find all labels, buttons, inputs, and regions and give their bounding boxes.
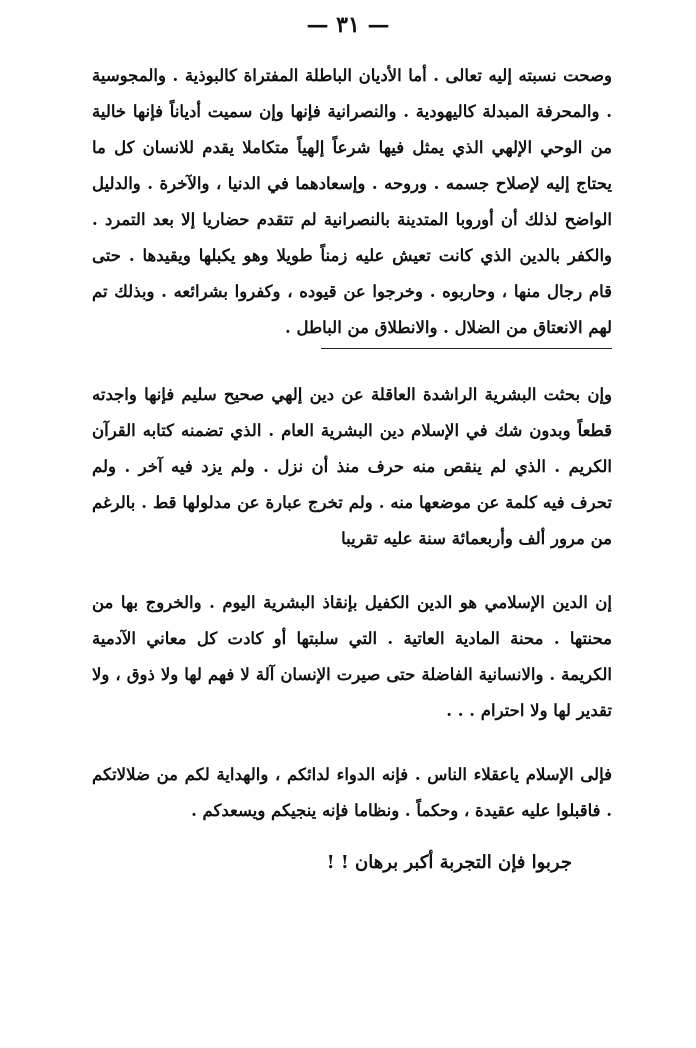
paragraph-gap bbox=[92, 349, 612, 377]
page-number: — ٣١ — bbox=[306, 12, 390, 38]
paragraph-4: فإلى الإسلام ياعقلاء الناس . فإنه الدواء لدائكم ، والهداية لكم من ضلالاتكم . فاقبلوا عليه عقيدة ، وحكماً . ونظاما فإنه ينجيكم ويسعدكم . bbox=[92, 765, 612, 820]
paragraph-gap bbox=[92, 729, 612, 757]
paragraph-3: إن الدين الإسلامي هو الدين الكفيل بإنقاذ البشرية اليوم . والخروج بها من محنتها . محنة المادية العاتية . التي سلبتها أو كادت كل معاني الآدمية الكريمة . والانسانية الفاضلة حتى صيرت الإنسان آلة لا فهم لها ولا ذوق ، ولا تقدير لها ولا احترام . . . bbox=[92, 593, 612, 720]
paragraph-gap bbox=[92, 557, 612, 585]
paragraph-2: وإن بحثت البشرية الراشدة العاقلة عن دين إلهي صحيح سليم فإنها واجدته قطعاً وبدون شك في الإسلام دين البشرية العام . الذي تضمنه كتابه القرآن الكريم . الذي لم ينقص منه حرف منذ أن نزل . ولم يزد فيه آخر . ولم تحرف فيه كلمة عن موضعها منه . ولم تخرج عبارة عن مدلولها قط . بالرغم من مرور ألف وأربعمائة سنة عليه تقريبا bbox=[92, 385, 612, 548]
body-text bbox=[92, 58, 612, 881]
paragraph-1: وصحت نسبته إليه تعالى . أما الأديان الباطلة المفتراة كالبوذية . والمجوسية . والمحرفة المبدلة كاليهودية . والنصرانية فإنها وإن سميت أدياناً فإنها خالية من الوحي الإلهي الذي يمثل فيها شرعاً إلهياً متكاملا يقدم للانسان كل ما يحتاج إليه لإصلاح جسمه . وروحه . وإسعادهما في الدنيا ، والآخرة . والدليل الواضح لذلك أن أوروبا المتدينة بالنصرانية لم تتقدم حضاريا إلا بعد التمرد . والكفر بالدين الذي كانت تعيش عليه زمناً طويلا وهو يكبلها ويقيدها . حتى قام رجال منها ، وحاربوه . وخرجوا عن قيوده ، وكفروا بشرائعه . وبذلك تم لهم الانعتاق من الضلال . والانطلاق من الباطل . bbox=[92, 66, 612, 337]
closing-line: جربوا فإن التجربة أكبر برهان ! ! bbox=[326, 852, 572, 873]
